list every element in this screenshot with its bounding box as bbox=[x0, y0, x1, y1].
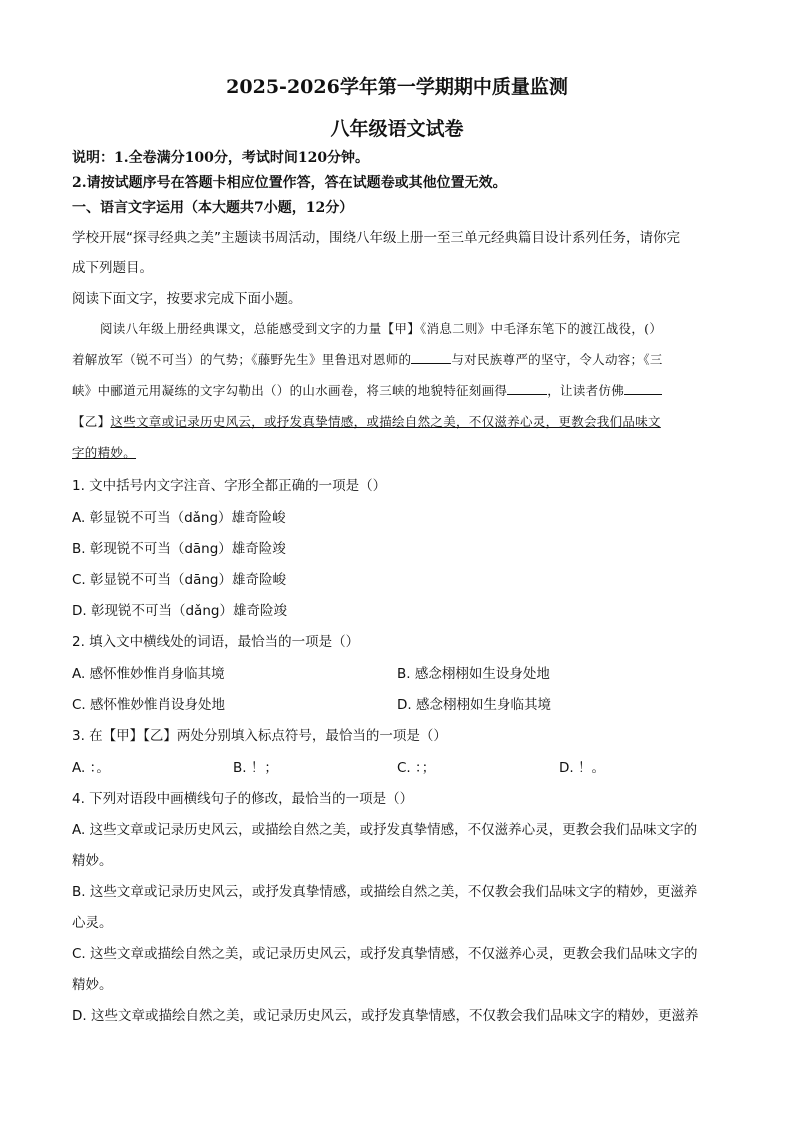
question-3-option-d: D. ！。 bbox=[559, 760, 605, 776]
question-2-stem: 2. 填入文中横线处的词语，最恰当的一项是（） bbox=[72, 634, 360, 650]
question-1-option-a: A. 彰显锐不可当（dǎng）雄奇险峻 bbox=[72, 510, 286, 526]
answer-blank-2 bbox=[507, 383, 547, 395]
passage-line-3-text-a: 峡》中郦道元用凝练的文字勾勒出（）的山水画卷，将三峡的地貌特征刻画得 bbox=[72, 383, 508, 398]
exam-title: 2025-2026学年第一学期期中质量监测 bbox=[226, 76, 568, 98]
passage-line-4 bbox=[72, 412, 661, 430]
instruction-line-1: 说明：1.全卷满分100分，考试时间120分钟。 bbox=[72, 150, 370, 166]
question-3-option-a: A. ：。 bbox=[72, 760, 110, 776]
intro-line-2: 成下列题目。 bbox=[72, 260, 153, 276]
section-heading: 一、语言文字运用（本大题共7小题，12分） bbox=[72, 200, 354, 216]
question-2-option-a: A. 感怀惟妙惟肖身临其境 bbox=[72, 666, 225, 682]
question-4-option-a-line-1: A. 这些文章或记录历史风云，或描绘自然之美，或抒发真挚情感，不仅滋养心灵，更教会我们品味文字的 bbox=[72, 822, 698, 838]
intro-line-1: 学校开展“探寻经典之美”主题读书周活动，围绕八年级上册一至三单元经典篇目设计系列任务，请你完 bbox=[72, 230, 680, 246]
question-4-option-b-line-2: 心灵。 bbox=[72, 915, 113, 931]
exam-subtitle: 八年级语文试卷 bbox=[330, 118, 464, 140]
instruction-line-2: 2.请按试题序号在答题卡相应位置作答，答在试题卷或其他位置无效。 bbox=[72, 175, 507, 191]
passage-line-1: 阅读八年级上册经典课文，总能感受到文字的力量【甲】《消息二则》中毛泽东笔下的渡江战役，(） bbox=[100, 321, 663, 336]
question-3-option-b: B. ！； bbox=[233, 760, 278, 776]
passage-line-3-text-b: ，让读者仿佛 bbox=[547, 383, 625, 398]
question-3-stem: 3. 在【甲】【乙】两处分别填入标点符号，最恰当的一项是（） bbox=[72, 728, 447, 744]
question-1-stem: 1. 文中括号内文字注音、字形全都正确的一项是（） bbox=[72, 478, 387, 494]
passage-line-2 bbox=[72, 350, 663, 368]
question-4-option-c-line-2: 精妙。 bbox=[72, 977, 113, 993]
answer-blank-1 bbox=[411, 352, 451, 364]
question-4-option-d-line-1: D. 这些文章或描绘自然之美，或记录历史风云，或抒发真挚情感，不仅教会我们品味文字的精妙，更滋养 bbox=[72, 1008, 699, 1024]
passage-line-2-text-b: 与对民族尊严的坚守，令人动容；《三 bbox=[451, 352, 663, 367]
question-2-option-b: B. 感念栩栩如生设身处地 bbox=[397, 666, 550, 682]
question-3-option-c: C. ：； bbox=[397, 760, 436, 776]
question-2-option-c: C. 感怀惟妙惟肖设身处地 bbox=[72, 697, 226, 713]
passage-line-5: 字的精妙。 bbox=[72, 445, 137, 460]
passage-line-3 bbox=[72, 381, 662, 399]
question-4-option-b-line-1: B. 这些文章或记录历史风云，或抒发真挚情感，或描绘自然之美，不仅教会我们品味文字的精妙，更滋养 bbox=[72, 884, 698, 900]
underlined-sentence: 这些文章或记录历史风云，或抒发真挚情感，或描绘自然之美，不仅滋养心灵，更教会我们品味文 bbox=[110, 414, 661, 429]
question-1-option-b: B. 彰现锐不可当（dāng）雄奇险竣 bbox=[72, 541, 286, 557]
question-1-option-d: D. 彰现锐不可当（dǎng）雄奇险竣 bbox=[72, 603, 287, 619]
passage-line-2-text-a: 着解放军（锐不可当）的气势；《藤野先生》里鲁迅对恩师的 bbox=[72, 352, 412, 367]
question-2-option-d: D. 感念栩栩如生身临其境 bbox=[397, 697, 551, 713]
question-4-option-c-line-1: C. 这些文章或描绘自然之美，或记录历史风云，或抒发真挚情感，不仅滋养心灵，更教会我们品味文字的 bbox=[72, 946, 698, 962]
question-1-option-c: C. 彰显锐不可当（dāng）雄奇险峻 bbox=[72, 572, 286, 588]
passage-marker-yi: 【乙】 bbox=[72, 414, 111, 429]
answer-blank-3 bbox=[624, 383, 662, 395]
question-4-stem: 4. 下列对语段中画横线句子的修改，最恰当的一项是（） bbox=[72, 791, 414, 807]
question-4-option-a-line-2: 精妙。 bbox=[72, 853, 113, 869]
task-instruction: 阅读下面文字，按要求完成下面小题。 bbox=[72, 291, 302, 307]
